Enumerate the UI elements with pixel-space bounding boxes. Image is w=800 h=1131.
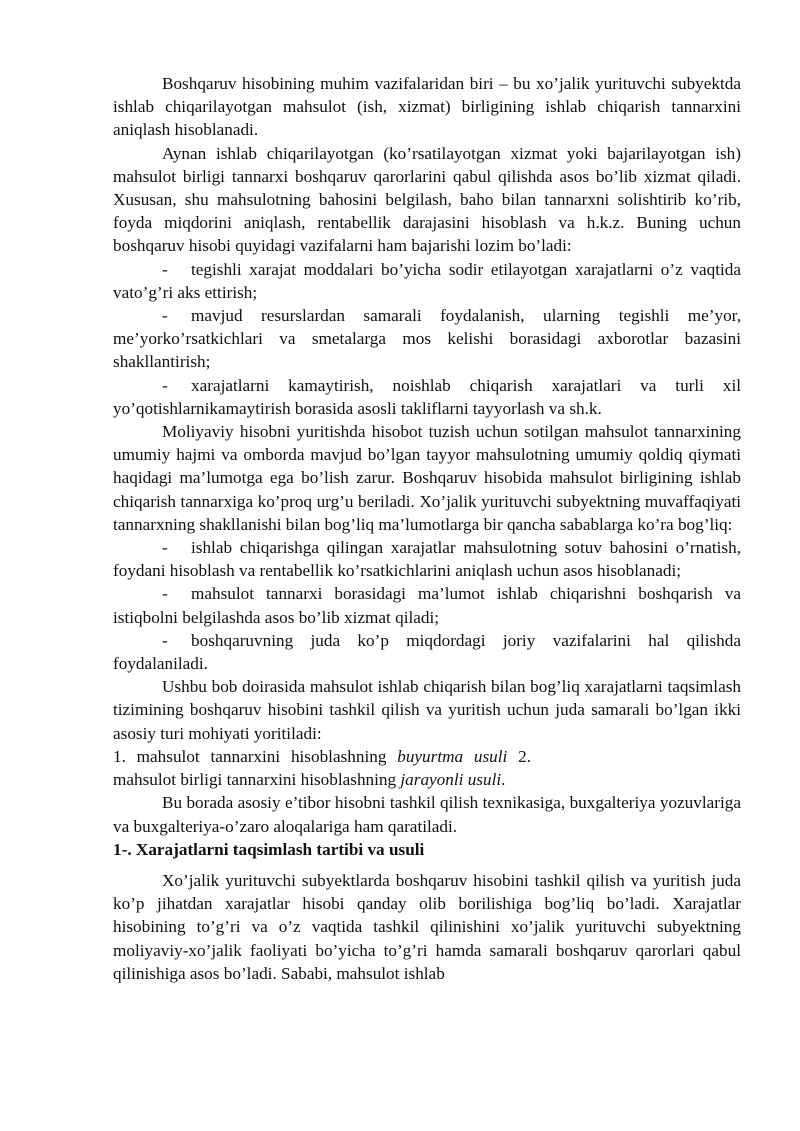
- spacer: [113, 861, 741, 869]
- numbered-item-emphasis: buyurtma usuli: [397, 746, 508, 766]
- bullet-dash: -: [162, 259, 168, 279]
- paragraph: Xo’jalik yurituvchi subyektlarda boshqaruv hisobini tashkil qilish va yuritish juda ko’p jihatdan xarajatlar hisobi qanday olib borilishiga bog’liq bo’ladi. Xarajatlar hisobining to’g’ri va o’z vaqtida tashkil qilinishini xo’jalik yurituvchi subyektning moliyaviy-xo’jalik faoliyati bo’yicha to’g’ri hamda samarali boshqaruv qarorlari qabul qilinishiga asos bo’ladi. Sababi, mahsulot ishlab: [113, 870, 741, 983]
- list-item-text: xarajatlarni kamaytirish, noishlab chiqarish xarajatlari va turli xil yo’qotishlarnikamaytirish borasida asosli takliflarni tayyorlash va sh.k.: [113, 375, 741, 418]
- paragraph: Aynan ishlab chiqarilayotgan (ko’rsatilayotgan xizmat yoki bajarilayotgan ish) mahsulot birligi tannarxi boshqaruv qarorlarini qabul qilishda asos bo’lib xizmat qiladi. Xususan, shu mahsulotning bahosini belgilash, baho bilan tannarxni solishtirib ko’rib, foyda miqdorini aniqlash, rentabellik darajasini hisoblash va h.k.z. Buning uchun boshqaruv hisobi quyidagi vazifalarni ham bajarishi lozim bo’ladi:: [113, 143, 741, 256]
- numbered-item-text: .: [501, 770, 506, 790]
- bullet-dash: -: [162, 375, 168, 395]
- numbered-item-text: 2. mahsulot birligi tannarxini hisoblashning: [113, 746, 531, 790]
- list-item: [113, 374, 741, 420]
- document-page: [113, 72, 741, 985]
- bullet-dash: -: [162, 630, 168, 650]
- list-item: [113, 629, 741, 675]
- bullet-dash: -: [162, 584, 168, 604]
- bullet-dash: -: [162, 306, 168, 326]
- paragraph: Bu borada asosiy e’tibor hisobni tashkil qilish texnikasiga, buxgalteriya yozuvlariga va buxgalteriya-o’zaro aloqalariga ham qaratiladi.: [113, 793, 741, 836]
- numbered-item-text: 1. mahsulot tannarxini hisoblashning: [113, 746, 398, 766]
- list-item-text: tegishli xarajat moddalari bo’yicha sodir etilayotgan xarajatlarni o’z vaqtida vato’g’ri aks ettirish;: [113, 259, 741, 302]
- paragraph: Ushbu bob doirasida mahsulot ishlab chiqarish bilan bog’liq xarajatlarni taqsimlash tizimining boshqaruv hisobini tashkil qilish va yuritish uchun juda samarali bo’lgan ikki asosiy turi mohiyati yoritiladi:: [113, 677, 741, 743]
- numbered-list: [113, 745, 531, 791]
- list-item-text: boshqaruvning juda ko’p miqdordagi joriy vazifalarini hal qilishda foydalaniladi.: [113, 630, 741, 674]
- list-item: [113, 304, 741, 374]
- list-item-text: mahsulot tannarxi borasidagi ma’lumot ishlab chiqarishni boshqarish va istiqbolni belgilashda asos bo’lib xizmat qiladi;: [113, 584, 741, 627]
- list-item-text: mavjud resurslardan samarali foydalanish, ularning tegishli me’yor, me’yorko’rsatkichlari va smetalarga mos kelishi borasidagi axborotlar bazasini shakllantirish;: [113, 306, 741, 372]
- numbered-item-emphasis: jarayonli usuli: [400, 770, 502, 790]
- paragraph: Moliyaviy hisobni yuritishda hisobot tuzish uchun sotilgan mahsulot tannarxining umumiy hajmi va omborda mavjud bo’lgan tayyor mahsulotning umumiy qoldiq qiymati haqidagi ma’lumotga ega bo’lish zarur. Boshqaruv hisobida mahsulot birligining ishlab chiqarish tannarxiga ko’proq urg’u beriladi. Xo’jalik yurituvchi subyektning muvaffaqiyati tannarxning shakllanishi bilan bog’liq ma’lumotlarga bir qancha sabablarga ko’ra bog’liq:: [113, 422, 741, 534]
- section-heading: 1-. Xarajatlarni taqsimlash tartibi va usuli: [113, 839, 425, 859]
- list-item: [113, 536, 741, 582]
- paragraph: Boshqaruv hisobining muhim vazifalaridan biri – bu xo’jalik yurituvchi subyektda ishlab chiqarilayotgan mahsulot (ish, xizmat) birligining ishlab chiqarish tannarxini aniqlash hisoblanadi.: [113, 74, 741, 140]
- list-item: [113, 582, 741, 628]
- list-item: [113, 258, 741, 304]
- list-item-text: ishlab chiqarishga qilingan xarajatlar mahsulotning sotuv bahosini o’rnatish, foydani hisoblash va rentabellik ko’rsatkichlarini aniqlash uchun asos hisoblanadi;: [113, 538, 741, 581]
- bullet-dash: -: [162, 538, 168, 558]
